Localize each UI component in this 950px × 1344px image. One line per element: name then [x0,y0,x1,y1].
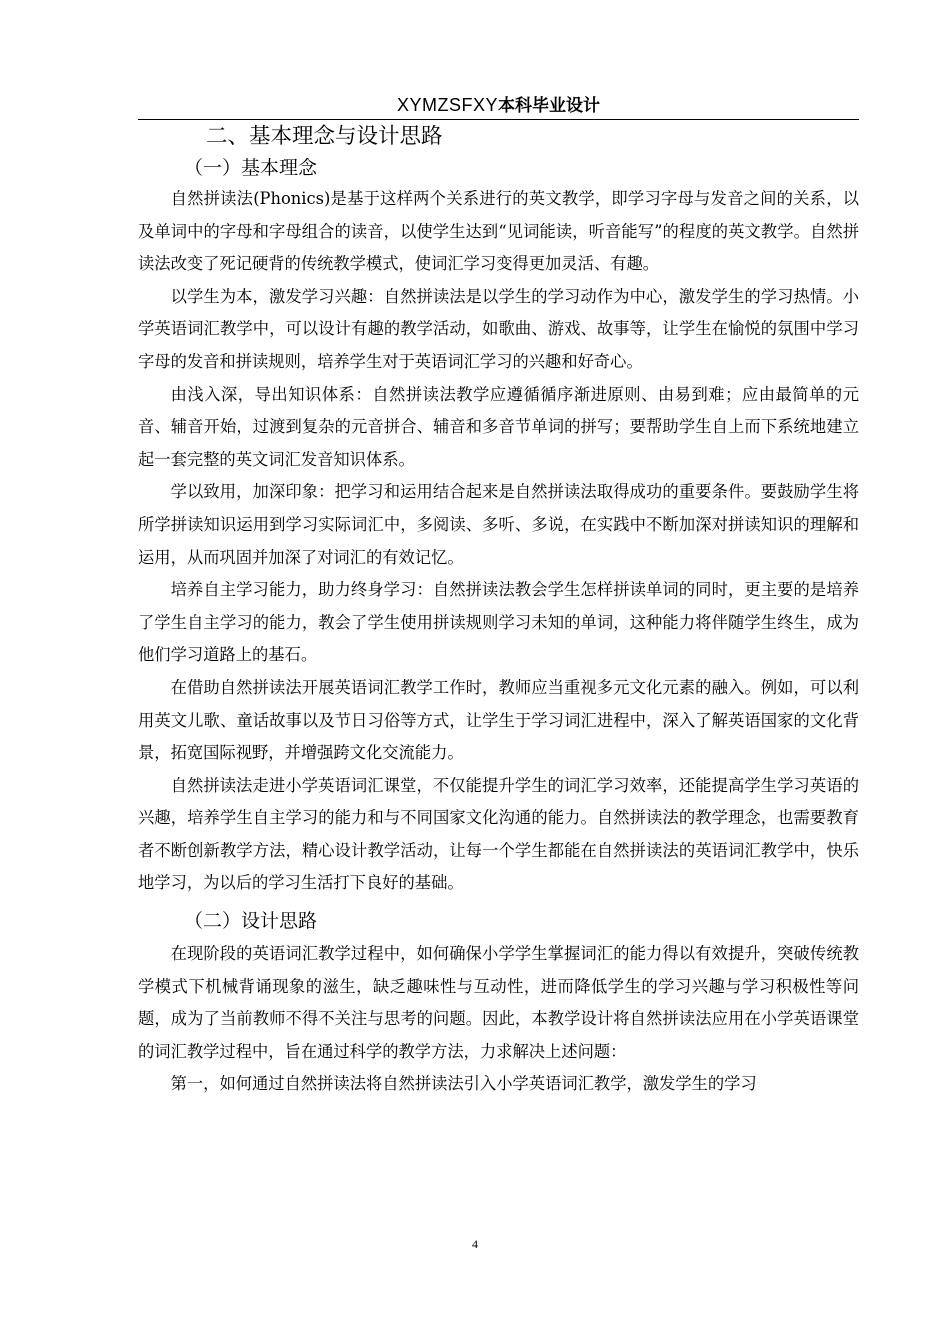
paragraph: 自然拼读法(Phonics)是基于这样两个关系进行的英文教学，即学习字母与发音之间的关系，以及单词中的字母和字母组合的读音，以使学生达到“见词能读，听音能写”的程度的英文教学。自然拼读法改变了死记硬背的传统教学模式，使词汇学习变得更加灵活、有趣。 [138,189,859,274]
paragraph: 自然拼读法走进小学英语词汇课堂，不仅能提升学生的词汇学习效率，还能提高学生学习英语的兴趣，培养学生自主学习的能力和与不同国家文化沟通的能力。自然拼读法的教学理念，也需要教育者不断创新教学方法，精心设计教学活动，让每一个学生都能在自然拼读法的英语词汇教学中，快乐地学习，为以后的学习生活打下良好的基础。 [138,775,859,893]
paragraph: 在借助自然拼读法开展英语词汇教学工作时，教师应当重视多元文化元素的融入。例如，可以利用英文儿歌、童话故事以及节日习俗等方式，让学生于学习词汇进程中，深入了解英语国家的文化背景，拓宽国际视野，并增强跨文化交流能力。 [138,677,859,763]
page-header [138,93,859,120]
header-document-type: 本科毕业设计 [498,96,600,116]
paragraph: 学以致用，加深印象：把学习和运用结合起来是自然拼读法取得成功的重要条件。要鼓励学生将所学拼读知识运用到学习实际词汇中，多阅读、多听、多说，在实践中不断加深对拼读知识的理解和运用，从而巩固并加深了对词汇的有效记忆。 [138,482,859,567]
subsection-title-design-ideas: （二）设计思路 [184,910,318,933]
paragraph: 在现阶段的英语词汇教学过程中，如何确保小学学生掌握词汇的能力得以有效提升，突破传统教学模式下机械背诵现象的滋生，缺乏趣味性与互动性，进而降低学生的学习兴趣与学习积极性等问题，成为了当前教师不得不关注与思考的问题。因此，本教学设计将自然拼读法应用在小学英语课堂的词汇教学过程中，旨在通过科学的教学方法，力求解决上述问题： [138,944,859,1061]
page-number: 4 [472,1237,478,1251]
header-school-code: XYMZSFXY [396,95,498,115]
paragraph: 第一，如何通过自然拼读法将自然拼读法引入小学英语词汇教学，激发学生的学习 [170,1074,757,1094]
subsection-title-basic-concepts: （一）基本理念 [184,157,318,179]
document-body [138,121,859,1101]
paragraph: 由浅入深，导出知识体系：自然拼读法教学应遵循循序渐进原则、由易到难；应由最简单的元音、辅音开始，过渡到复杂的元音拼合、辅音和多音节单词的拼写；要帮助学生自上而下系统地建立起一套完整的英文词汇发音知识体系。 [138,384,859,469]
section-title: 二、基本理念与设计思路 [206,124,443,149]
paragraph: 培养自主学习能力，助力终身学习：自然拼读法教会学生怎样拼读单词的同时，更主要的是培养了学生自主学习的能力，教会了学生使用拼读规则学习未知的单词，这种能力将伴随学生终生，成为他们学习道路上的基石。 [138,580,859,665]
paragraph: 以学生为本，激发学习兴趣：自然拼读法是以学生的学习动作为中心，激发学生的学习热情。小学英语词汇教学中，可以设计有趣的教学活动，如歌曲、游戏、故事等，让学生在愉悦的氛围中学习字母的发音和拼读规则，培养学生对于英语词汇学习的兴趣和好奇心。 [138,286,859,371]
